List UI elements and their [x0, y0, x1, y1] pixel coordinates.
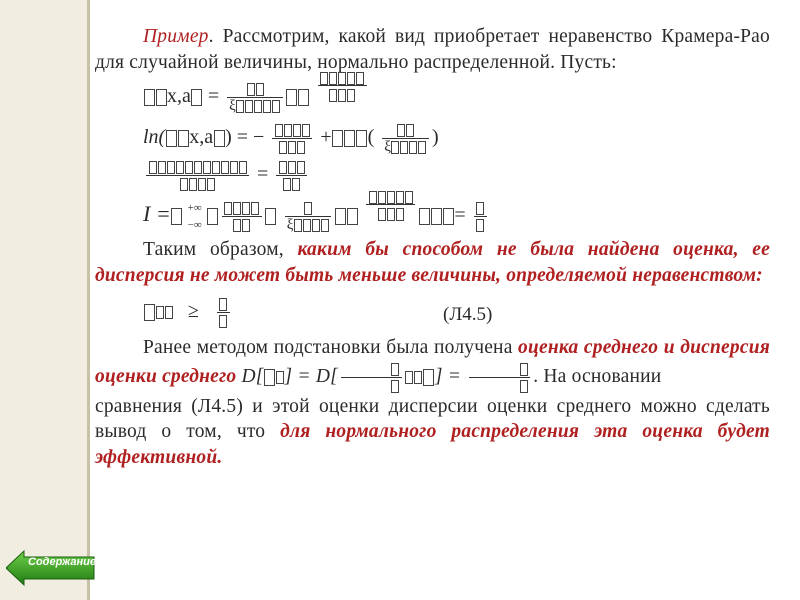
contents-nav-label: Содержание — [28, 556, 96, 568]
conclusion-paragraph — [95, 394, 770, 471]
formula-fisher-information: I = +∞ −∞ ξ = — [143, 200, 770, 233]
earlier-D1-close: ] = — [284, 365, 311, 387]
example-heading: Пример — [143, 26, 209, 47]
result-emphasis: каким бы способом не была найдена оценка, ее дисперсия не может быть меньше величины, определяемой неравенством: — [95, 239, 770, 286]
f4-lower: −∞ — [187, 218, 202, 231]
formula-derivative: = — [143, 159, 770, 192]
f2-var: x,a — [189, 126, 214, 149]
earlier-D2: D[ — [315, 365, 338, 387]
formula-density: x,a = ξ — [143, 81, 770, 114]
conclusion-emphasis: для нормального распределения эта оценка будет эффективной. — [95, 421, 770, 468]
f4-I: I = — [143, 201, 171, 227]
intro-paragraph — [95, 24, 770, 75]
f2-open: ( — [367, 126, 375, 149]
f2-ln: ln( — [143, 126, 166, 149]
conclusion-lead: сравнения (Л4.5) и этой оценки дисперсии оценки среднего можно сделать вывод о том, что — [95, 395, 770, 442]
stripe-border — [87, 0, 90, 600]
earlier-paragraph — [95, 335, 770, 394]
f1-frac-den: ξ — [229, 98, 236, 114]
slide-content — [95, 24, 770, 470]
left-arrow-icon — [6, 549, 96, 587]
earlier-lead: Ранее методом подстановки была получена — [143, 337, 519, 358]
earlier-D1: D[ — [241, 365, 264, 387]
result-lead: Таким образом, — [143, 239, 298, 260]
formula-cramer-rao-inequality — [143, 296, 770, 329]
earlier-D2-close: ] = — [434, 365, 462, 387]
f4-frac-den: ξ — [286, 217, 294, 233]
f1-fraction — [227, 81, 283, 114]
earlier-emphasis: оценка среднего и дисперсия оценки среднего — [95, 337, 770, 387]
f2-frac-den: ξ — [384, 139, 391, 155]
formula-log-density — [143, 122, 770, 155]
left-decorative-stripe — [0, 0, 87, 600]
ineq-ge: ≥ — [188, 300, 199, 323]
result-paragraph — [95, 237, 770, 288]
intro-text: . Рассмотрим, какой вид приобретает неравенство Крамера-Рао для случайной величины, нормально распределенной. Пусть: — [95, 26, 770, 73]
f1-var: x,a — [167, 85, 191, 108]
ineq-label: (Л4.5) — [443, 304, 493, 325]
f2-plus: + — [320, 126, 332, 149]
contents-nav-button[interactable] — [6, 549, 96, 587]
f2-eq: ) = − — [225, 126, 265, 149]
f2-close: ) — [431, 126, 439, 149]
f4-upper: +∞ — [187, 201, 202, 214]
earlier-tail: . На основании — [533, 365, 662, 387]
